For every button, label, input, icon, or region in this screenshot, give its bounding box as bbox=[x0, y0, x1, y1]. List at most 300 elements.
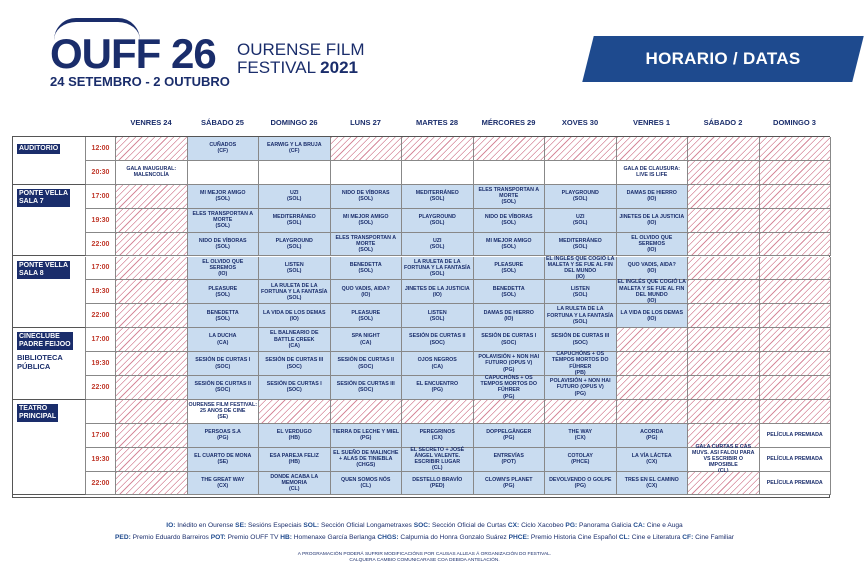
screening-cell bbox=[402, 424, 474, 448]
empty-slot bbox=[760, 352, 832, 376]
film-title: PELÍCULA PREMIADA bbox=[766, 479, 823, 486]
section-code: (IO) bbox=[647, 298, 657, 305]
film-title: MI MEJOR AMIGO bbox=[343, 213, 389, 220]
film-title: ACORDA bbox=[640, 429, 664, 436]
day-headers bbox=[115, 118, 830, 130]
film-title: PLEASURE bbox=[494, 261, 524, 268]
legend-code: CL: bbox=[618, 534, 630, 541]
film-title: BENEDETTA bbox=[206, 309, 239, 316]
section-code: (SOL) bbox=[430, 196, 445, 203]
section-code: (SOL) bbox=[430, 220, 445, 227]
empty-slot bbox=[331, 137, 403, 161]
film-title: PLEASURE bbox=[208, 285, 238, 292]
film-title: DOPPELGÄNGER bbox=[486, 429, 532, 436]
section-code: (SOL) bbox=[215, 244, 230, 251]
screening-cell bbox=[259, 328, 331, 352]
empty-slot bbox=[760, 280, 832, 304]
film-title: SESIÓN DE CURTAS I bbox=[266, 381, 322, 388]
screening-cell bbox=[402, 328, 474, 352]
section-code: (SOL) bbox=[573, 244, 588, 251]
film-title: CAPUCHÓNS + OS TEMPOS MORTOS DO FÜHRER bbox=[552, 351, 609, 370]
legend-code: IO: bbox=[166, 522, 176, 529]
film-title: JINETES DE LA JUSTICIA bbox=[404, 285, 470, 292]
legend-label: Calpurnia do Honra Gonzalo Suárez bbox=[398, 534, 509, 541]
screening-cell bbox=[188, 304, 260, 328]
section-code: (CA) bbox=[431, 363, 443, 370]
screening-cell bbox=[259, 209, 331, 233]
legend-label: Homenaxe García Berlanga bbox=[291, 534, 378, 541]
screening-cell bbox=[760, 448, 832, 472]
film-title: EL BALNEARIO DE BATTLE CREEK bbox=[270, 330, 319, 343]
venue-label bbox=[13, 185, 86, 257]
legend-code: PED: bbox=[115, 534, 131, 541]
screening-cell bbox=[331, 424, 403, 448]
legend-code: CHGS: bbox=[377, 534, 399, 541]
screening-cell bbox=[617, 185, 689, 209]
film-title: SESIÓN DE CURTAS II bbox=[409, 333, 466, 340]
film-title: DESTELLO BRAVÍO bbox=[412, 476, 463, 483]
screening-cell bbox=[474, 304, 546, 328]
section-code: (SOL) bbox=[287, 196, 302, 203]
screening-cell bbox=[474, 161, 546, 185]
time-slot: 17:00 bbox=[86, 328, 116, 352]
section-code: (SOL) bbox=[215, 315, 230, 322]
empty-slot bbox=[688, 304, 760, 328]
section-code: (IO) bbox=[432, 291, 442, 298]
film-title: EL SUEÑO DE MALINCHE + ALAS DE TINIEBLA bbox=[333, 449, 399, 463]
section-code: (PG) bbox=[574, 390, 586, 397]
screening-cell bbox=[116, 161, 188, 185]
legend-code: CX: bbox=[507, 522, 520, 529]
legend-label: Sección Oficial Longametraxes bbox=[319, 522, 414, 529]
empty-slot bbox=[688, 185, 760, 209]
festival-logo bbox=[50, 18, 380, 88]
screening-cell bbox=[474, 257, 546, 281]
section-code: (IO) bbox=[647, 220, 657, 227]
section-code: (SOC) bbox=[572, 339, 588, 346]
section-code: (CF) bbox=[217, 148, 229, 155]
section-code: (PG) bbox=[503, 366, 515, 373]
time-slot: 22:00 bbox=[86, 233, 116, 257]
empty-slot bbox=[617, 352, 689, 376]
screening-cell bbox=[474, 209, 546, 233]
venue-label bbox=[13, 257, 86, 329]
screening-cell bbox=[259, 185, 331, 209]
screening-cell bbox=[331, 257, 403, 281]
empty-slot bbox=[259, 400, 331, 424]
day-header: LUNS 27 bbox=[350, 118, 381, 127]
screening-cell bbox=[188, 137, 260, 161]
legend-label: Sección Oficial de Curtas bbox=[430, 522, 508, 529]
empty-slot bbox=[688, 280, 760, 304]
film-title: MI MEJOR AMIGO bbox=[486, 237, 532, 244]
empty-slot bbox=[760, 400, 832, 424]
time-slot: 22:00 bbox=[86, 376, 116, 400]
section-code: (SOL) bbox=[358, 315, 373, 322]
section-code: (SE) bbox=[217, 414, 229, 421]
venue-name: TEATRO PRINCIPAL bbox=[19, 404, 57, 420]
screening-cell bbox=[545, 209, 617, 233]
film-title: PELÍCULA PREMIADA bbox=[766, 432, 823, 439]
film-title: EL SECRETO + JOSÉ ÁNGEL VALENTE. ESCRIBIR LUGAR bbox=[410, 446, 465, 466]
empty-slot bbox=[688, 209, 760, 233]
empty-slot bbox=[116, 233, 188, 257]
day-header: VENRES 1 bbox=[632, 118, 671, 127]
film-title: OURENSE FILM FESTIVAL: 25 ANOS DE CINE bbox=[188, 402, 257, 415]
film-title: EL ENCUENTRO bbox=[416, 381, 459, 388]
section-code: (IO) bbox=[647, 315, 657, 322]
screening-cell bbox=[259, 448, 331, 472]
screening-cell bbox=[188, 185, 260, 209]
screening-cell bbox=[331, 352, 403, 376]
section-code: (SOL) bbox=[573, 196, 588, 203]
screening-cell bbox=[259, 376, 331, 400]
film-title: MI MEJOR AMIGO bbox=[200, 190, 246, 197]
film-title: JINETES DE LA JUSTICIA bbox=[619, 213, 685, 220]
section-code: (IO) bbox=[647, 247, 657, 254]
screening-cell bbox=[188, 328, 260, 352]
film-title: UZI bbox=[289, 190, 299, 197]
section-code: (SOL) bbox=[501, 199, 516, 206]
time-slot: 17:00 bbox=[86, 185, 116, 209]
empty-slot bbox=[331, 400, 403, 424]
screening-cell bbox=[331, 304, 403, 328]
screening-cell bbox=[545, 376, 617, 400]
day-header: XOVES 30 bbox=[561, 118, 599, 127]
legend-label: Premio Eduardo Barreiros bbox=[130, 534, 211, 541]
film-title: THE WAY bbox=[568, 429, 593, 436]
venue-name: AUDITORIO bbox=[19, 145, 59, 152]
film-title: MEDITERRÁNEO bbox=[272, 213, 316, 220]
section-code: (SE) bbox=[217, 459, 229, 466]
empty-slot bbox=[688, 233, 760, 257]
empty-slot bbox=[545, 137, 617, 161]
film-title: ELES TRANSPORTAN A MORTE bbox=[335, 234, 397, 247]
section-code: (CL) bbox=[431, 465, 443, 472]
screening-cell bbox=[474, 424, 546, 448]
empty-slot bbox=[688, 137, 760, 161]
section-code: (PG) bbox=[360, 435, 372, 442]
legend-code: PG: bbox=[565, 522, 578, 529]
screening-cell bbox=[474, 472, 546, 496]
film-title: SESIÓN DE CURTAS III bbox=[265, 357, 324, 364]
venue-label bbox=[13, 400, 86, 496]
section-code: (SOL) bbox=[215, 223, 230, 230]
section-code: (CX) bbox=[217, 483, 229, 490]
legend-label: Cine e Literatura bbox=[629, 534, 683, 541]
screening-cell bbox=[474, 328, 546, 352]
section-code: (SOL) bbox=[573, 318, 588, 325]
venue-label bbox=[13, 137, 86, 185]
film-title: GALA CURTAS E CAS MUVS. ASI FALOU PARA VS ESCRIBIR O IMPOSIBLE bbox=[692, 443, 755, 469]
screening-cell bbox=[188, 161, 260, 185]
legend-line-1 bbox=[0, 520, 849, 532]
screening-cell bbox=[188, 448, 260, 472]
film-title: CLOWN'S PLANET bbox=[485, 476, 533, 483]
film-title: ELES TRANSPORTAN A MORTE bbox=[192, 210, 254, 224]
film-title: SESIÓN DE CURTAS I bbox=[195, 357, 251, 364]
film-title: DAMAS DE HIERRO bbox=[483, 309, 534, 316]
empty-slot bbox=[116, 137, 188, 161]
film-title: NIDO DE VÍBORAS bbox=[484, 213, 533, 220]
empty-slot bbox=[617, 137, 689, 161]
film-title: SESIÓN DE CURTAS III bbox=[336, 381, 395, 388]
film-title: LISTEN bbox=[570, 285, 590, 292]
screening-cell bbox=[474, 185, 546, 209]
film-title: MEDITERRÁNEO bbox=[558, 237, 602, 244]
empty-slot bbox=[688, 472, 760, 496]
film-title: NIDO DE VÍBORAS bbox=[198, 237, 247, 244]
section-code: (CL) bbox=[288, 486, 300, 493]
screening-cell bbox=[545, 352, 617, 376]
section-code: (SOL) bbox=[501, 267, 516, 274]
empty-slot bbox=[760, 304, 832, 328]
film-title: EL OLVIDO QUE SEREMOS bbox=[631, 234, 673, 247]
empty-slot bbox=[760, 209, 832, 233]
section-code: (SOL) bbox=[573, 291, 588, 298]
film-title: PLAYGROUND bbox=[561, 190, 599, 197]
film-title: SESIÓN DE CURTAS II bbox=[337, 357, 394, 364]
section-code: (IO) bbox=[218, 271, 228, 278]
section-code: (IO) bbox=[361, 291, 371, 298]
section-code: (PED) bbox=[430, 483, 445, 490]
time-slot: 17:00 bbox=[86, 257, 116, 281]
film-title: LA VIDA DE LOS DEMAS bbox=[620, 309, 684, 316]
empty-slot bbox=[760, 257, 832, 281]
screening-cell bbox=[545, 424, 617, 448]
screening-cell bbox=[331, 209, 403, 233]
section-code: (SOL) bbox=[501, 291, 516, 298]
legend-code: SE: bbox=[235, 522, 247, 529]
disclaimer-line-1: A PROGRAMACIÓN PODERÁ SUFRIR MODIFICACIÓNS POR CAUSAS ALLEAS Á ORGANIZACIÓN DO FESTIVAL. bbox=[297, 552, 552, 557]
section-code: (IO) bbox=[575, 274, 585, 281]
screening-cell bbox=[259, 472, 331, 496]
empty-slot bbox=[402, 400, 474, 424]
film-title: SESIÓN DE CURTAS III bbox=[551, 333, 610, 340]
legend-code: POT: bbox=[210, 534, 226, 541]
section-code: (CHGS) bbox=[356, 462, 376, 469]
section-code: (PG) bbox=[431, 387, 443, 394]
empty-slot bbox=[116, 472, 188, 496]
screening-cell bbox=[545, 328, 617, 352]
film-title: EARWIG Y LA BRUJA bbox=[266, 142, 322, 149]
empty-slot bbox=[116, 400, 188, 424]
festival-year: 2021 bbox=[320, 58, 358, 77]
screening-cell bbox=[331, 448, 403, 472]
legend-label: Premio Historia Cine Español bbox=[529, 534, 619, 541]
time-slot: 19:30 bbox=[86, 209, 116, 233]
section-code: (SOC) bbox=[429, 339, 445, 346]
screening-cell bbox=[331, 280, 403, 304]
legend-code: SOL: bbox=[303, 522, 320, 529]
empty-slot bbox=[474, 137, 546, 161]
section-code: (SOL) bbox=[430, 244, 445, 251]
section-code: (CA) bbox=[288, 342, 300, 349]
empty-slot bbox=[688, 352, 760, 376]
screening-cell bbox=[331, 376, 403, 400]
film-title: LISTEN bbox=[284, 261, 304, 268]
film-title: TRES EN EL CAMINO bbox=[624, 476, 679, 483]
empty-slot bbox=[116, 448, 188, 472]
legend-label: Inédito en Ourense bbox=[175, 522, 236, 529]
section-code: (SOC) bbox=[358, 387, 374, 394]
screening-cell bbox=[331, 472, 403, 496]
screening-cell bbox=[545, 161, 617, 185]
section-code: (PB) bbox=[574, 369, 586, 376]
film-title: BENEDETTA bbox=[492, 285, 525, 292]
screening-cell bbox=[188, 233, 260, 257]
screening-cell bbox=[188, 352, 260, 376]
screening-cell bbox=[474, 448, 546, 472]
section-code: (SOL) bbox=[358, 247, 373, 254]
film-title: CAPUCHÓNS + OS TEMPOS MORTOS DO FÜHRER bbox=[480, 375, 537, 394]
section-code: (IO) bbox=[647, 196, 657, 203]
screening-cell bbox=[474, 233, 546, 257]
section-code: (SOL) bbox=[430, 315, 445, 322]
screening-cell bbox=[617, 280, 689, 304]
screening-cell bbox=[331, 185, 403, 209]
screening-cell bbox=[259, 304, 331, 328]
section-code: (SOL) bbox=[501, 244, 516, 251]
section-code: (SOL) bbox=[215, 291, 230, 298]
film-title: LA DUCHA bbox=[209, 333, 237, 340]
film-title: PEREGRINOS bbox=[419, 429, 455, 436]
screening-cell bbox=[259, 233, 331, 257]
screening-cell bbox=[188, 472, 260, 496]
day-header: DOMINGO 26 bbox=[270, 118, 318, 127]
screening-cell bbox=[402, 304, 474, 328]
screening-cell bbox=[760, 472, 832, 496]
screening-cell bbox=[474, 376, 546, 400]
screening-cell bbox=[402, 352, 474, 376]
film-title: OJOS NEGROS bbox=[417, 357, 457, 364]
section-code: (SOL) bbox=[358, 267, 373, 274]
section-code: (SOL) bbox=[287, 267, 302, 274]
film-title: PERSOAS S.A bbox=[204, 429, 241, 436]
film-title: PLAYGROUND bbox=[418, 213, 456, 220]
section-code: (SOL) bbox=[358, 196, 373, 203]
screening-cell bbox=[188, 209, 260, 233]
screening-cell bbox=[188, 257, 260, 281]
legend bbox=[0, 520, 849, 544]
section-code: (SOC) bbox=[286, 363, 302, 370]
screening-cell bbox=[760, 424, 832, 448]
section-code: (SOL) bbox=[573, 220, 588, 227]
screening-cell bbox=[402, 472, 474, 496]
empty-slot bbox=[617, 400, 689, 424]
section-code: LIVE IS LIFE bbox=[636, 172, 668, 179]
venue-name: PONTE VELLA SALA 7 bbox=[19, 189, 69, 205]
film-title: THE GREAT WAY bbox=[201, 476, 245, 483]
section-code: (PG) bbox=[574, 483, 586, 490]
film-title: DONDE ACABA LA MEMORIA bbox=[270, 473, 319, 486]
screening-cell bbox=[402, 257, 474, 281]
empty-slot bbox=[760, 233, 832, 257]
legend-code: CF: bbox=[682, 534, 694, 541]
empty-slot bbox=[760, 137, 832, 161]
film-title: QUO VADIS, AIDA? bbox=[341, 285, 390, 292]
legend-label: Ciclo Xacobeo bbox=[519, 522, 566, 529]
film-title: NIDO DE VÍBORAS bbox=[341, 190, 390, 197]
empty-slot bbox=[760, 328, 832, 352]
screening-cell bbox=[474, 352, 546, 376]
section-code: (SOC) bbox=[358, 363, 374, 370]
film-title: ENTREVÍAS bbox=[493, 452, 524, 459]
screening-cell bbox=[617, 424, 689, 448]
section-code: (IO) bbox=[504, 315, 514, 322]
film-title: LISTEN bbox=[427, 309, 447, 316]
screening-cell bbox=[402, 448, 474, 472]
screening-cell bbox=[617, 472, 689, 496]
section-code: (IO) bbox=[647, 267, 657, 274]
film-title: MEDITERRÁNEO bbox=[415, 190, 459, 197]
screening-cell bbox=[331, 233, 403, 257]
empty-slot bbox=[760, 185, 832, 209]
venue-subname: BIBLIOTECA PÚBLICA bbox=[17, 353, 63, 372]
section-code: (SOC) bbox=[286, 387, 302, 394]
section-code: (SOL) bbox=[287, 220, 302, 227]
legend-code: PHCE: bbox=[508, 534, 530, 541]
screening-cell bbox=[259, 352, 331, 376]
screening-cell bbox=[188, 424, 260, 448]
section-code: (CA) bbox=[217, 339, 229, 346]
festival-name bbox=[237, 41, 365, 77]
section-code: (CF) bbox=[288, 148, 300, 155]
empty-slot bbox=[688, 257, 760, 281]
film-title: PELÍCULA PREMIADA bbox=[766, 456, 823, 463]
section-code: (SOL) bbox=[215, 196, 230, 203]
screening-cell bbox=[259, 424, 331, 448]
section-code: (SOL) bbox=[287, 294, 302, 301]
film-title: BENEDETTA bbox=[349, 261, 382, 268]
section-code: (HB) bbox=[288, 459, 300, 466]
screening-cell bbox=[617, 448, 689, 472]
festival-line1: OURENSE FILM bbox=[237, 40, 365, 59]
screening-cell bbox=[259, 161, 331, 185]
screening-cell bbox=[402, 209, 474, 233]
time-slot: 22:00 bbox=[86, 304, 116, 328]
section-code: (CX) bbox=[646, 459, 658, 466]
screening-cell bbox=[617, 209, 689, 233]
film-title: DEVOLVENDO O GOLPE bbox=[549, 476, 612, 483]
day-header: MARTES 28 bbox=[415, 118, 459, 127]
film-title: LA VIDA DE LOS DEMAS bbox=[262, 309, 326, 316]
screening-cell bbox=[259, 280, 331, 304]
time-slot: 17:00 bbox=[86, 424, 116, 448]
legend-line-2 bbox=[0, 532, 849, 544]
film-title: EL OLVIDO QUE SEREMOS bbox=[202, 258, 244, 271]
logo-main: OUFF 26 bbox=[50, 30, 216, 77]
screening-cell bbox=[688, 443, 760, 472]
venue-name: PONTE VELLA SALA 8 bbox=[19, 261, 69, 277]
section-code: (PG) bbox=[217, 435, 229, 442]
time-slot: 19:30 bbox=[86, 280, 116, 304]
screening-cell bbox=[259, 257, 331, 281]
film-title: ELES TRANSPORTAN A MORTE bbox=[478, 186, 540, 200]
film-title: DAMAS DE HIERRO bbox=[626, 190, 677, 197]
screening-cell bbox=[617, 161, 689, 185]
disclaimer bbox=[0, 552, 849, 564]
film-title: EL INGLÉS QUE COGIÓ LA MALETA Y SE FUE AL FIN DEL MUNDO bbox=[546, 255, 615, 274]
film-title: LA VÍA LÁCTEA bbox=[631, 452, 672, 459]
film-title: EL INGLÉS QUE COGIÓ LA MALETA Y SE FUE AL FIN DEL MUNDO bbox=[617, 279, 686, 298]
section-code: (SOL) bbox=[287, 244, 302, 251]
empty-slot bbox=[116, 257, 188, 281]
venue-name: CINECLUBE PADRE FEIJOO bbox=[19, 333, 71, 349]
film-title: UZI bbox=[575, 213, 585, 220]
section-code: (POT) bbox=[501, 459, 516, 466]
venue-label bbox=[13, 328, 86, 400]
